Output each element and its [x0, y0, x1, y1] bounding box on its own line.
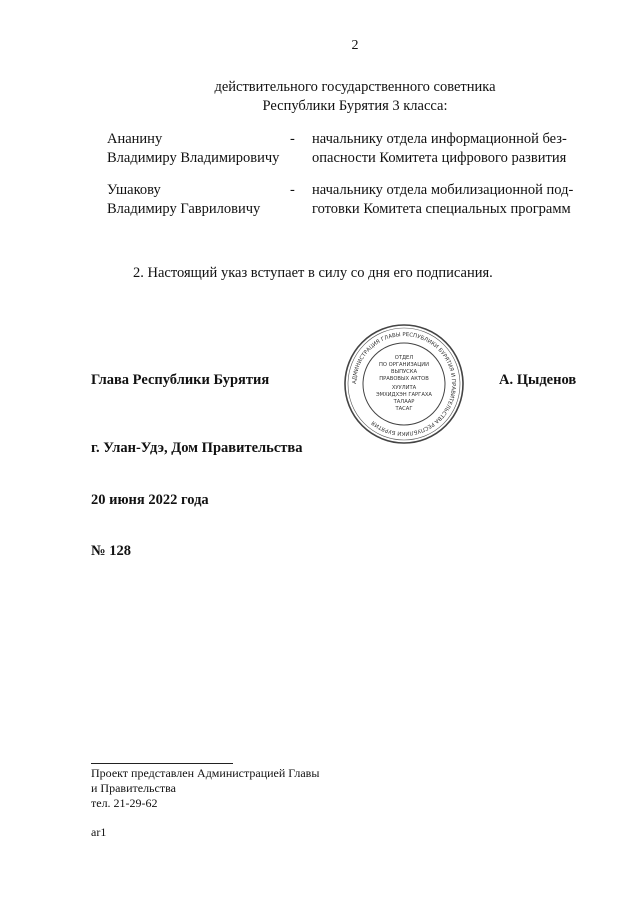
signing-date: 20 июня 2022 года: [91, 492, 209, 508]
seal-center-line-5: ХУУЛИТА: [391, 385, 417, 391]
appointee-2-dash: -: [290, 182, 295, 198]
official-seal-icon: [343, 323, 465, 445]
seal-center-line-3: ВЫПУСКА: [390, 369, 418, 375]
appointee-1-name: [107, 130, 297, 168]
page-number: 2: [351, 38, 359, 53]
footnote-line1: Проект представлен Администрацией Главы: [91, 766, 320, 780]
footnote: [91, 766, 319, 811]
appointee-1-dash: -: [290, 131, 295, 147]
seal-center-line-8: ТАСАГ: [395, 406, 413, 412]
rank-heading-line1: действительного государственного советника: [214, 79, 496, 95]
rank-heading: [110, 78, 600, 116]
signer-title: Глава Республики Бурятия: [91, 372, 270, 388]
seal-center-line-2: ПО ОРГАНИЗАЦИИ: [378, 362, 430, 368]
appointee-1-position: [312, 130, 590, 168]
appointee-2-position-line2: готовки Комитета специальных программ: [312, 201, 571, 217]
appointee-2-surname: Ушакову: [107, 182, 161, 198]
seal-center-line-1: ОТДЕЛ: [394, 355, 414, 361]
footnote-divider: [91, 763, 233, 764]
appointee-2-position: [312, 181, 590, 219]
document-code: ar1: [91, 825, 107, 839]
rank-heading-line2: Республики Бурятия 3 класса:: [262, 98, 448, 114]
seal-outer-ring-text: АДМИНИСТРАЦИЯ ГЛАВЫ РЕСПУБЛИКИ БУРЯТИЯ И ПРАВИТЕЛЬСТВА РЕСПУБЛИКИ БУРЯТИЯ: [351, 331, 457, 437]
appointee-2-name: [107, 181, 297, 219]
footnote-line2: и Правительства: [91, 781, 176, 795]
appointee-1-position-line1: начальнику отдела информационной без-: [312, 131, 567, 147]
seal-center-line-4: ПРАВОВЫХ АКТОВ: [379, 376, 429, 382]
signer-name: А. Цыденов: [499, 372, 577, 388]
seal-center-line-6: ЭМХИДХЭН ГАРГАХА: [376, 392, 432, 398]
appointee-1-surname: Ананину: [107, 131, 163, 147]
decree-number: № 128: [91, 543, 131, 559]
footnote-line3: тел. 21-29-62: [91, 796, 158, 810]
seal-center-line-7: ТАЛААР: [393, 399, 415, 405]
clause-2: 2. Настоящий указ вступает в силу со дня его подписания.: [133, 265, 493, 281]
appointee-2-position-line1: начальнику отдела мобилизационной под-: [312, 182, 574, 198]
signing-place: г. Улан-Удэ, Дом Правительства: [91, 440, 303, 456]
appointee-1-position-line2: опасности Комитета цифрового развития: [312, 150, 567, 166]
appointee-2-given-names: Владимиру Гавриловичу: [107, 201, 261, 217]
appointee-1-given-names: Владимиру Владимировичу: [107, 150, 280, 166]
